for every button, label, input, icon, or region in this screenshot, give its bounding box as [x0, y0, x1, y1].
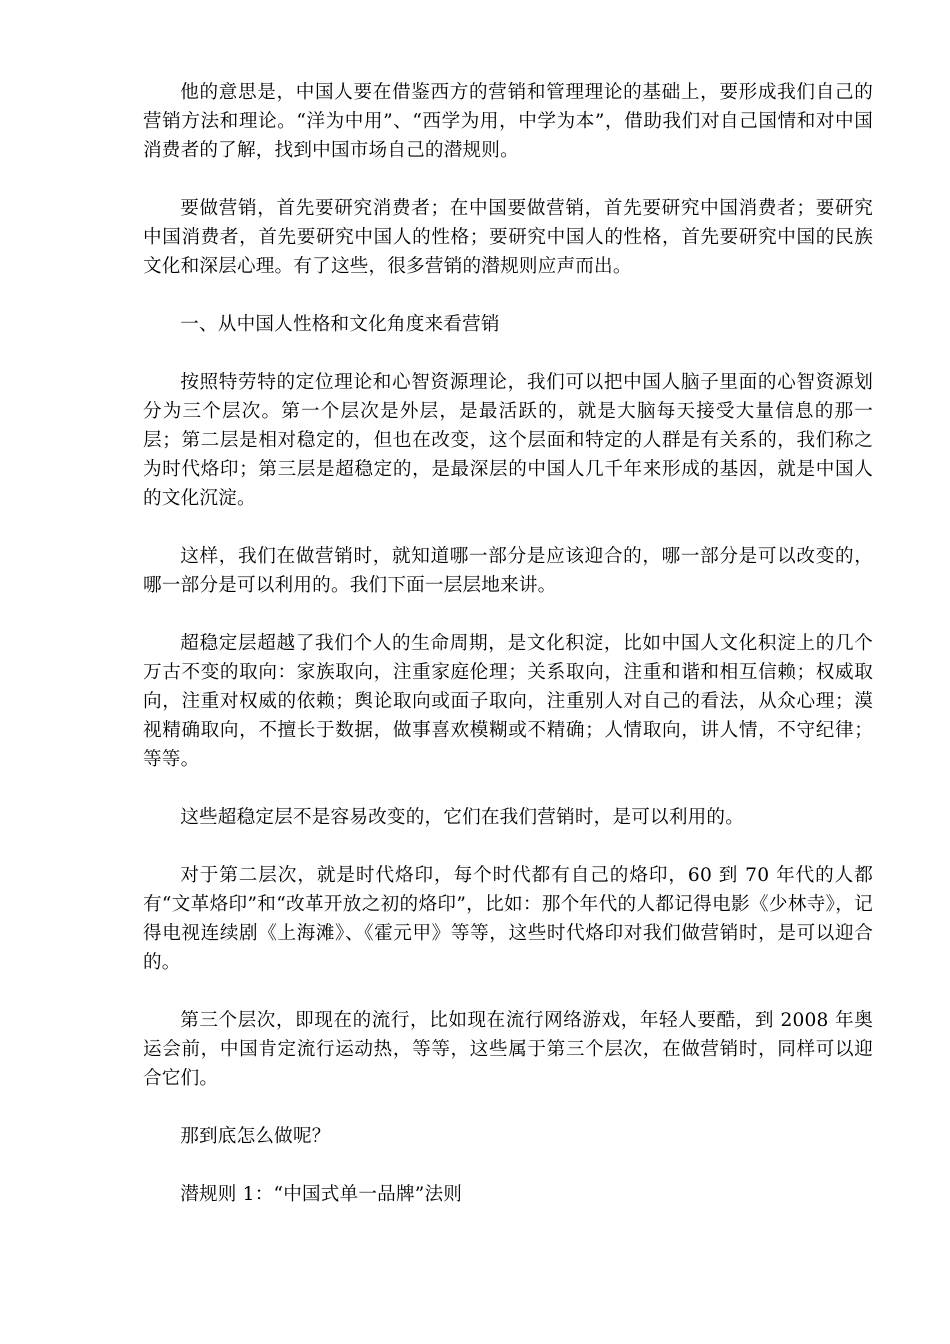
paragraph-ultra-stable-usage: 这些超稳定层不是容易改变的，它们在我们营销时，是可以利用的。 [180, 807, 745, 828]
paragraph-three-layers: 按照特劳特的定位理论和心智资源理论，我们可以把中国人脑子里面的心智资源划分为三个层次。第一个层次是外层，是最活跃的，就是大脑每天接受大量信息的那一层；第二层是相对稳定的，但也在改变，这个层面和特定的人群是有关系的，我们称之为时代烙印；第三层是超稳定的，是最深层的中国人几千年来形成的基因，就是中国人的文化沉淀。 [143, 372, 873, 509]
paragraph-question: 那到底怎么做呢？ [180, 1126, 331, 1147]
paragraph-intro: 他的意思是，中国人要在借鉴西方的营销和管理理论的基础上，要形成我们自己的营销方法和理论。“洋为中用”、“西学为用，中学为本”，借助我们对自己国情和对中国消费者的了解，找到中国市场自己的潜规则。 [143, 82, 873, 161]
section-heading: 一、从中国人性格和文化角度来看营销 [180, 314, 500, 335]
document-body [143, 78, 873, 1238]
paragraph-research-consumers: 要做营销，首先要研究消费者；在中国要做营销，首先要研究中国消费者；要研究中国消费者，首先要研究中国人的性格；要研究中国人的性格，首先要研究中国的民族文化和深层心理。有了这些，很多营销的潜规则应声而出。 [143, 198, 873, 277]
paragraph-layer-usage: 这样，我们在做营销时，就知道哪一部分是应该迎合的，哪一部分是可以改变的，哪一部分是可以利用的。我们下面一层层地来讲。 [143, 546, 873, 596]
paragraph-second-layer: 对于第二层次，就是时代烙印，每个时代都有自己的烙印，60 到 70 年代的人都有“文革烙印”和“改革开放之初的烙印”，比如：那个年代的人都记得电影《少林寺》，记得电视连续剧《上海滩》、《霍元甲》等等，这些时代烙印对我们做营销时，是可以迎合的。 [143, 865, 873, 973]
rule-heading: 潜规则 1：“中国式单一品牌”法则 [180, 1184, 463, 1205]
paragraph-ultra-stable-layer: 超稳定层超越了我们个人的生命周期，是文化积淀，比如中国人文化积淀上的几个万古不变的取向：家族取向，注重家庭伦理；关系取向，注重和谐和相互信赖；权威取向，注重对权威的依赖；舆论取向或面子取向，注重别人对自己的看法，从众心理；漠视精确取向，不擅长于数据，做事喜欢模糊或不精确；人情取向，讲人情，不守纪律；等等。 [143, 633, 873, 770]
paragraph-third-layer: 第三个层次，即现在的流行，比如现在流行网络游戏，年轻人要酷，到 2008 年奥运会前，中国肯定流行运动热，等等，这些属于第三个层次，在做营销时，同样可以迎合它们。 [143, 1010, 873, 1089]
